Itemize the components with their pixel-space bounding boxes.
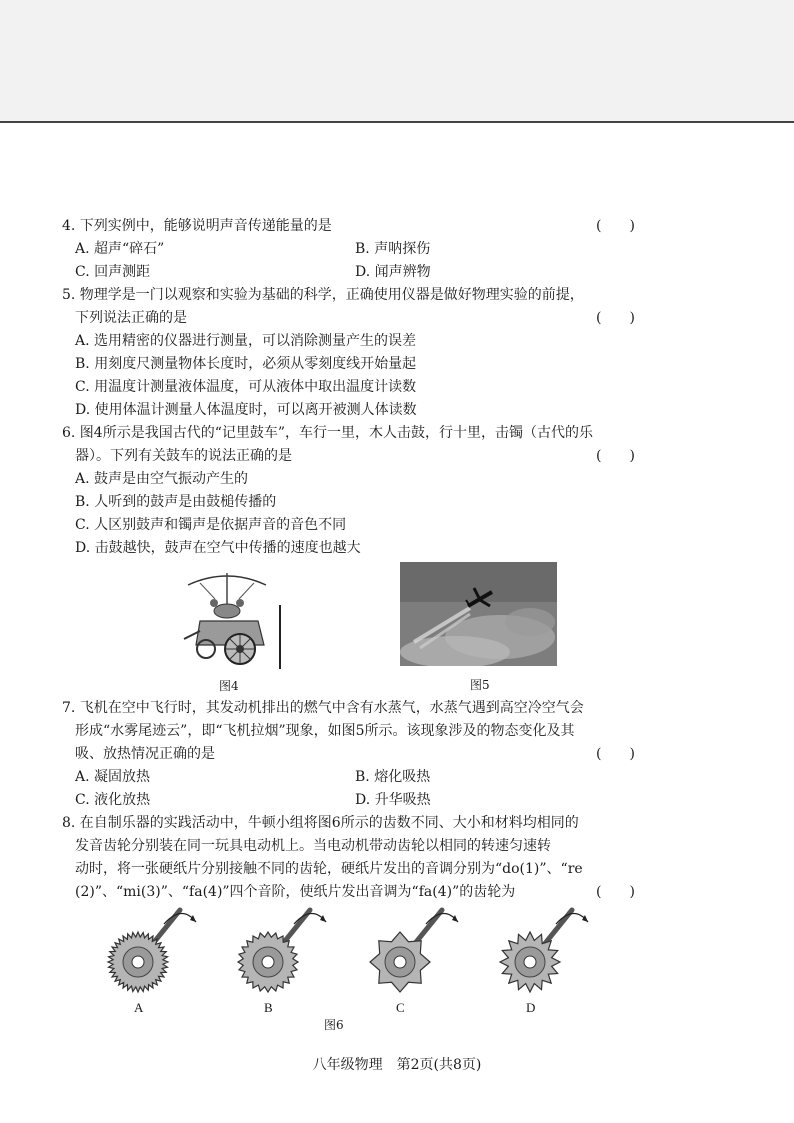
q6-stem-line2: 器）。下列有关鼓车的说法正确的是 — [75, 448, 292, 464]
q7-option-b: B. 熔化吸热 — [355, 769, 431, 785]
scan-edge-line — [0, 121, 794, 123]
q7-option-c: C. 液化放热 — [75, 792, 151, 808]
gear-a-label: A — [134, 1000, 144, 1015]
figure-4-caption: 图4 — [219, 679, 239, 693]
figure-6-caption: 图6 — [324, 1018, 344, 1032]
page-footer: 八年级物理 第2页(共8页) — [312, 1057, 482, 1073]
q5-option-c: C. 用温度计测量液体温度，可从液体中取出温度计读数 — [75, 379, 417, 395]
q4-option-a: A. 超声“碎石” — [75, 241, 165, 257]
q7-option-d: D. 升华吸热 — [355, 792, 431, 808]
q6-option-a: A. 鼓声是由空气振动产生的 — [75, 471, 249, 487]
q5-stem-line1: 5. 物理学是一门以观察和实验为基础的科学，正确使用仪器是做好物理实验的前提， — [62, 287, 584, 303]
q7-stem-line3: 吸、放热情况正确的是 — [75, 746, 215, 762]
q4-option-d: D. 闻声辨物 — [355, 264, 431, 280]
q6-option-d: D. 击鼓越快，鼓声在空气中传播的速度也越大 — [75, 540, 361, 556]
q8-stem-line4: (2)”、“mi(3)”、“fa(4)”四个音阶，使纸片发出音调为“fa(4)”的齿轮为 — [75, 884, 516, 900]
q6-option-b: B. 人听到的鼓声是由鼓槌传播的 — [75, 494, 277, 510]
q4-answer-paren: ( ) — [596, 218, 635, 234]
gear-b — [230, 900, 330, 995]
figure-5-airplane-contrail — [400, 562, 557, 666]
figure-5-caption: 图5 — [470, 678, 490, 692]
figure-4-drum-cart — [170, 565, 285, 675]
gear-a — [100, 900, 200, 995]
q6-answer-paren: ( ) — [596, 448, 635, 464]
gear-c — [362, 900, 462, 995]
q4-stem: 4. 下列实例中，能够说明声音传递能量的是 — [62, 218, 332, 234]
gear-axle-hole — [524, 956, 536, 968]
gear-b-label: B — [264, 1000, 273, 1015]
gear-d-label: D — [526, 1000, 536, 1015]
q5-answer-paren: ( ) — [596, 310, 635, 326]
scan-top-margin — [0, 0, 794, 122]
q6-option-c: C. 人区别鼓声和镯声是依据声音的音色不同 — [75, 517, 347, 533]
gear-axle-hole — [132, 956, 144, 968]
q4-option-b: B. 声呐探伤 — [355, 241, 431, 257]
q6-stem-line1: 6. 图4所示是我国古代的“记里鼓车”，车行一里，木人击鼓，行十里，击镯（古代的乐 — [62, 425, 594, 441]
gear-axle-hole — [394, 956, 406, 968]
q7-answer-paren: ( ) — [596, 746, 635, 762]
q5-option-b: B. 用刻度尺测量物体长度时，必须从零刻度线开始量起 — [75, 356, 417, 372]
gear-axle-hole — [262, 956, 274, 968]
q7-stem-line1: 7. 飞机在空中飞行时，其发动机排出的燃气中含有水蒸气，水蒸气遇到高空冷空气会 — [62, 700, 584, 716]
q7-stem-line2: 形成“水雾尾迹云”，即“飞机拉烟”现象，如图5所示。该现象涉及的物态变化及其 — [75, 723, 575, 739]
q4-option-c: C. 回声测距 — [75, 264, 151, 280]
q8-answer-paren: ( ) — [596, 884, 635, 900]
q7-option-a: A. 凝固放热 — [75, 769, 151, 785]
gear-c-label: C — [396, 1000, 405, 1015]
q5-option-d: D. 使用体温计测量人体温度时，可以离开被测人体读数 — [75, 402, 417, 418]
q8-stem-line2: 发音齿轮分别装在同一玩具电动机上。当电动机带动齿轮以相同的转速匀速转 — [75, 838, 551, 854]
q5-stem-line2: 下列说法正确的是 — [75, 310, 187, 326]
q8-stem-line1: 8. 在自制乐器的实践活动中，牛顿小组将图6所示的齿数不同、大小和材料均相同的 — [62, 815, 579, 831]
q5-option-a: A. 选用精密的仪器进行测量，可以消除测量产生的误差 — [75, 333, 417, 349]
gear-d — [492, 900, 592, 995]
q8-stem-line3: 动时，将一张硬纸片分别接触不同的齿轮，硬纸片发出的音调分别为“do(1)”、“re — [75, 861, 583, 877]
